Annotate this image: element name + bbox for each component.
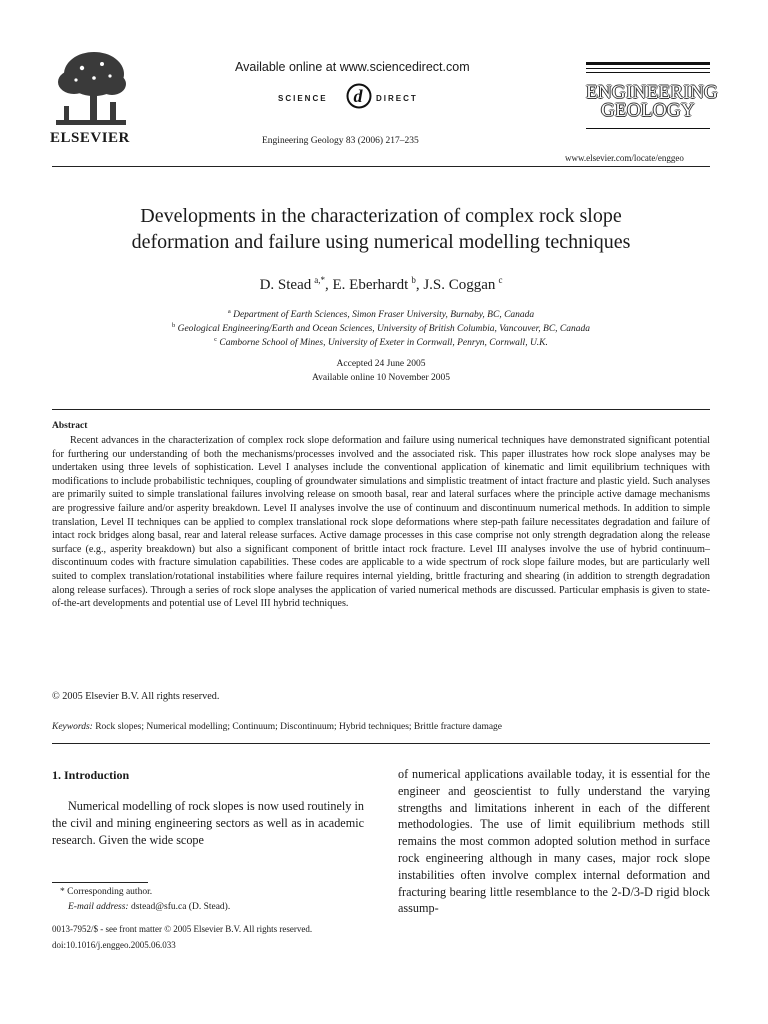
accepted-date: Accepted 24 June 2005 xyxy=(336,359,426,369)
sd-left-text: SCIENCE xyxy=(278,94,328,103)
sd-at-icon xyxy=(346,83,372,109)
affiliation xyxy=(52,336,710,348)
title-line: deformation and failure using numerical modelling techniques xyxy=(131,231,631,253)
affiliation xyxy=(52,308,710,320)
publisher-name: ELSEVIER xyxy=(50,130,130,146)
issn-line: 0013-7952/$ - see front matter © 2005 Elsevier B.V. All rights reserved. xyxy=(52,924,313,934)
author-affiliation-mark[interactable]: b xyxy=(411,275,416,285)
title-line: Developments in the characterization of complex rock slope xyxy=(140,205,622,227)
abstract-divider xyxy=(52,409,710,410)
article-title xyxy=(52,203,710,255)
abstract-heading: Abstract xyxy=(52,421,88,431)
email-label: E-mail address: xyxy=(68,902,129,912)
author-name[interactable]: D. Stead xyxy=(259,277,312,293)
header-divider xyxy=(52,166,710,167)
journal-logo-rule xyxy=(586,62,710,65)
journal-logo-rule xyxy=(586,72,710,73)
journal-logo xyxy=(586,82,719,121)
journal-logo-line2: GEOLOGY xyxy=(601,100,695,121)
affiliation-mark: b xyxy=(171,322,176,329)
abstract-copyright: © 2005 Elsevier B.V. All rights reserved. xyxy=(52,691,220,702)
affiliation-text: Geological Engineering/Earth and Ocean Sciences, University of British Columbia, Vancouver, BC, Canada xyxy=(177,324,591,335)
body-column-left: Numerical modelling of rock slopes is now used routinely in the civil and mining engineering sectors as well as in academic research. Given the wide scope xyxy=(52,799,364,847)
affiliation-mark: c xyxy=(214,336,217,343)
affiliation xyxy=(52,322,710,334)
doi-link[interactable]: doi:10.1016/j.enggeo.2005.06.033 xyxy=(52,940,176,950)
author-name[interactable]: J.S. Coggan xyxy=(423,277,496,293)
online-date: Available online 10 November 2005 xyxy=(311,373,451,383)
corresponding-author-note: * Corresponding author. xyxy=(60,887,153,897)
author-affiliation-mark[interactable]: c xyxy=(498,275,503,285)
affiliation-mark: a xyxy=(227,308,231,315)
journal-logo-rule xyxy=(586,68,710,69)
sd-right-text: DIRECT xyxy=(376,94,418,103)
elsevier-tree-logo xyxy=(50,44,132,144)
journal-logo-rule xyxy=(586,128,710,129)
author-name[interactable]: E. Eberhardt xyxy=(332,277,409,293)
author-affiliation-mark[interactable]: a,* xyxy=(314,275,325,285)
available-online-notice: Available online at www.sciencedirect.com xyxy=(235,60,470,74)
author-list: D. Stead $^{a,*}$, E. Eberhardt $^b$, J.S. Coggan $^c$ xyxy=(259,275,503,293)
affiliation-text: Department of Earth Sciences, Simon Fraser University, Burnaby, BC, Canada xyxy=(233,310,535,321)
body-column-right: of numerical applications available today, it is essential for the engineer and geoscientist to fully understand the varying strengths and limitations inherent in each of the different methodologies. The use of limit equilibrium methods still remains the most common adopted solution method in surface rock engineering although in many cases, major rock slope instabilities often involve complex internal deformation and fracturing bearing little resemblance to the 2-D/3-D rigid block assump- xyxy=(398,767,710,916)
footnote-rule xyxy=(52,882,148,883)
email-value[interactable]: dstead@sfu.ca (D. Stead). xyxy=(130,902,231,912)
affiliation-text: Camborne School of Mines, University of Exeter in Cornwall, Penryn, Cornwall, U.K. xyxy=(219,338,548,349)
section-heading: 1. Introduction xyxy=(52,768,130,782)
journal-url-link[interactable]: www.elsevier.com/locate/enggeo xyxy=(565,153,684,163)
email-note xyxy=(68,902,230,912)
keywords-label: Keywords: xyxy=(52,722,93,732)
abstract-body: Recent advances in the characterization of complex rock slope deformation and failure using numerical techniques have demonstrated significant potential for furthering our understanding of both the mechanisms/processes involved and the associated risk. This paper illustrates how rock slope analyses may be undertaken using three levels of sophistication. Level I analyses include the conventional application of kinematic and limit equilibrium techniques with modifications to include probabilistic techniques, coupling of groundwater simulations and simplistic treatment of intact fracture and plastic yield. Such analyses are primarily suited to simple translational failures involving release on smooth basal, rear and lateral surfaces where the principle active damage mechanisms are progressive failure and/or asperity breakdown. Level II analyses involve the use of continuum and discontinuum numerical methods. In addition to simple translation, Level II techniques can be applied to complex translational rock slope deformations where step-path failure necessitates degradation and failure of intact rock bridges along basal, rear and lateral release surfaces. Active damage processes in this case comprise not only strength degradation along the release surface (e.g., asperity breakdown) but also a significant component of brittle intact rock fracture. Level III analyses involve the use of hybrid continuum–discontinuum codes with fracture simulation capabilities. These codes are applicable to a wide spectrum of rock slope failure modes, but are particularly well suited to complex translation/rotational instabilities where failure requires internal yielding, brittle fracturing and shearing (in addition to strength degradation along release surfaces). Through a series of rock slope analyses the application of varied numerical methods are discussed. Particular emphasis is given to state-of-the-art developments and potential use of Level III hybrid techniques. xyxy=(52,435,710,610)
journal-logo-line1: ENGINEERING xyxy=(586,82,719,103)
journal-citation: Engineering Geology 83 (2006) 217–235 xyxy=(262,136,419,146)
svg-text:d: d xyxy=(353,86,365,106)
keywords xyxy=(52,722,502,732)
body-divider xyxy=(52,743,710,744)
sciencedirect-logo xyxy=(278,83,438,115)
keywords-text: Rock slopes; Numerical modelling; Continuum; Discontinuum; Hybrid techniques; Brittle fracture damage xyxy=(95,722,503,732)
